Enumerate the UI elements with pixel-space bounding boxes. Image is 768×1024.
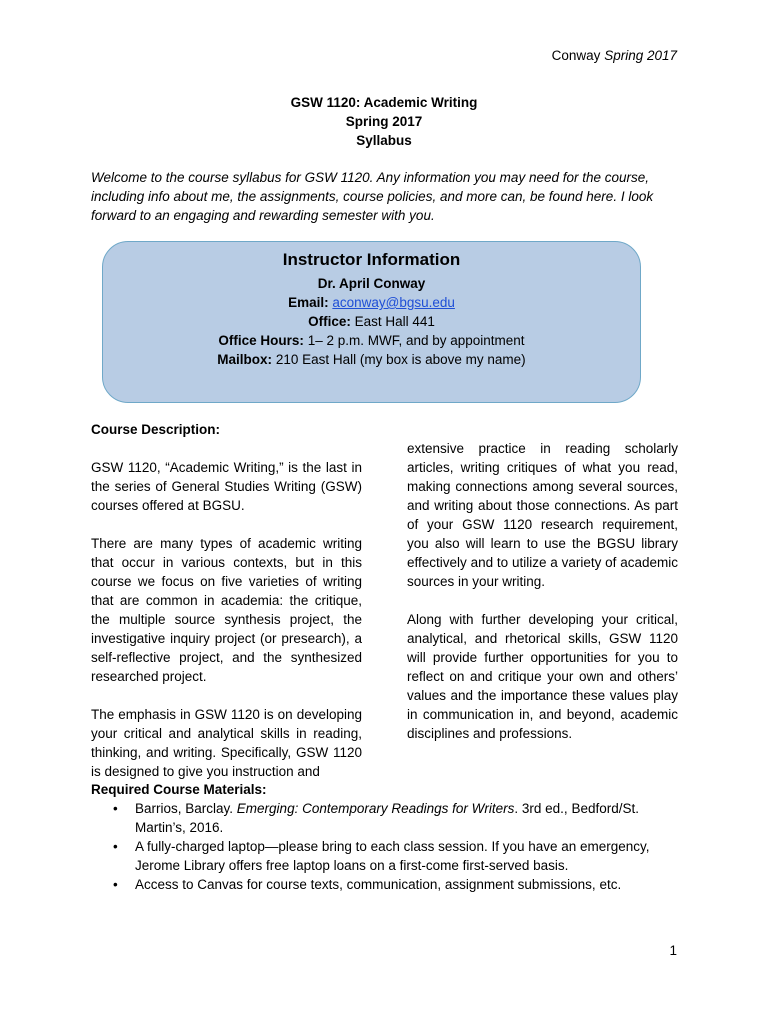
description-paragraph: The emphasis in GSW 1120 is on developing your critical and analytical skills in reading, thinking, and writing. Specifically, GSW 1120 is designed to give you instruction and (91, 707, 362, 779)
email-label: Email: (288, 295, 329, 310)
materials-list-item (91, 799, 681, 837)
intro-paragraph: Welcome to the course syllabus for GSW 1120. Any information you may need for the course, including info about me, the assignments, course policies, and more can, be found here. I look forward to an engaging and rewarding semester with you. (91, 170, 654, 223)
office-label: Office: (308, 314, 351, 329)
course-title: GSW 1120: Academic Writing (290, 95, 478, 110)
hours-value: 1– 2 p.m. MWF, and by appointment (307, 333, 525, 348)
instructor-name: Dr. April Conway (317, 276, 426, 291)
page-number: 1 (669, 943, 677, 958)
mailbox-value: 210 East Hall (my box is above my name) (275, 352, 526, 367)
term-title: Spring 2017 (345, 114, 423, 129)
office-value: East Hall 441 (354, 314, 435, 329)
description-paragraph: Along with further developing your critical, analytical, and rhetorical skills, GSW 1120 will provide further opportunities for you to reflect on and critique your own and others’ values and the importance these values play in communication in, and beyond, academic disciplines and professions. (407, 612, 678, 741)
hours-label: Office Hours: (218, 333, 304, 348)
description-paragraph: extensive practice in reading scholarly articles, writing critiques of what you read, making connections among several sources, and writing about those connections. As part of your GSW 1120 research requirement, you also will learn to use the BGSU library effectively and to utilize a variety of academic sources in your writing. (407, 441, 678, 589)
instructor-email-line (103, 293, 640, 312)
description-paragraph: GSW 1120, “Academic Writing,” is the last in the series of General Studies Writing (GSW) courses offered at BGSU. (91, 460, 362, 513)
course-description-right-column (407, 439, 678, 762)
mailbox-label: Mailbox: (217, 352, 273, 367)
header-author: Conway (551, 48, 601, 63)
materials-list (91, 799, 681, 894)
instructor-info-box (102, 241, 641, 403)
materials-item-author: Barrios, Barclay. (135, 801, 234, 816)
instructor-email-link[interactable]: aconway@bgsu.edu (332, 295, 455, 310)
course-description-left-column (91, 420, 362, 800)
materials-list-item: • A fully-charged laptop—please bring to each class session. If you have an emergency, Jerome Library offers free laptop loans on a first-come first-served basis. (91, 837, 681, 875)
materials-heading: Required Course Materials: (91, 782, 267, 797)
header-term: Spring 2017 (604, 48, 677, 63)
required-materials-section (91, 780, 681, 894)
document-title (0, 93, 768, 150)
doc-title: Syllabus (356, 133, 412, 148)
course-description-heading: Course Description: (91, 422, 221, 437)
page-header (552, 46, 677, 65)
instructor-mailbox-line (103, 350, 640, 369)
materials-list-item: • Access to Canvas for course texts, communication, assignment submissions, etc. (91, 875, 681, 894)
description-paragraph: There are many types of academic writing that occur in various contexts, but in this course we focus on five varieties of writing that are common in academia: the critique, the multiple source synthesis project, the investigative inquiry project (or presearch), a self-reflective project, and the synthesized researched project. (91, 536, 362, 684)
instructor-hours-line (103, 331, 640, 350)
materials-item-publication: . 3rd ed., Bedford/St. Martin’s, 2016. (135, 801, 639, 835)
instructor-office-line (103, 312, 640, 331)
instructor-heading: Instructor Information (282, 250, 461, 269)
materials-item-book-title: Emerging: Contemporary Readings for Writers (236, 801, 515, 816)
